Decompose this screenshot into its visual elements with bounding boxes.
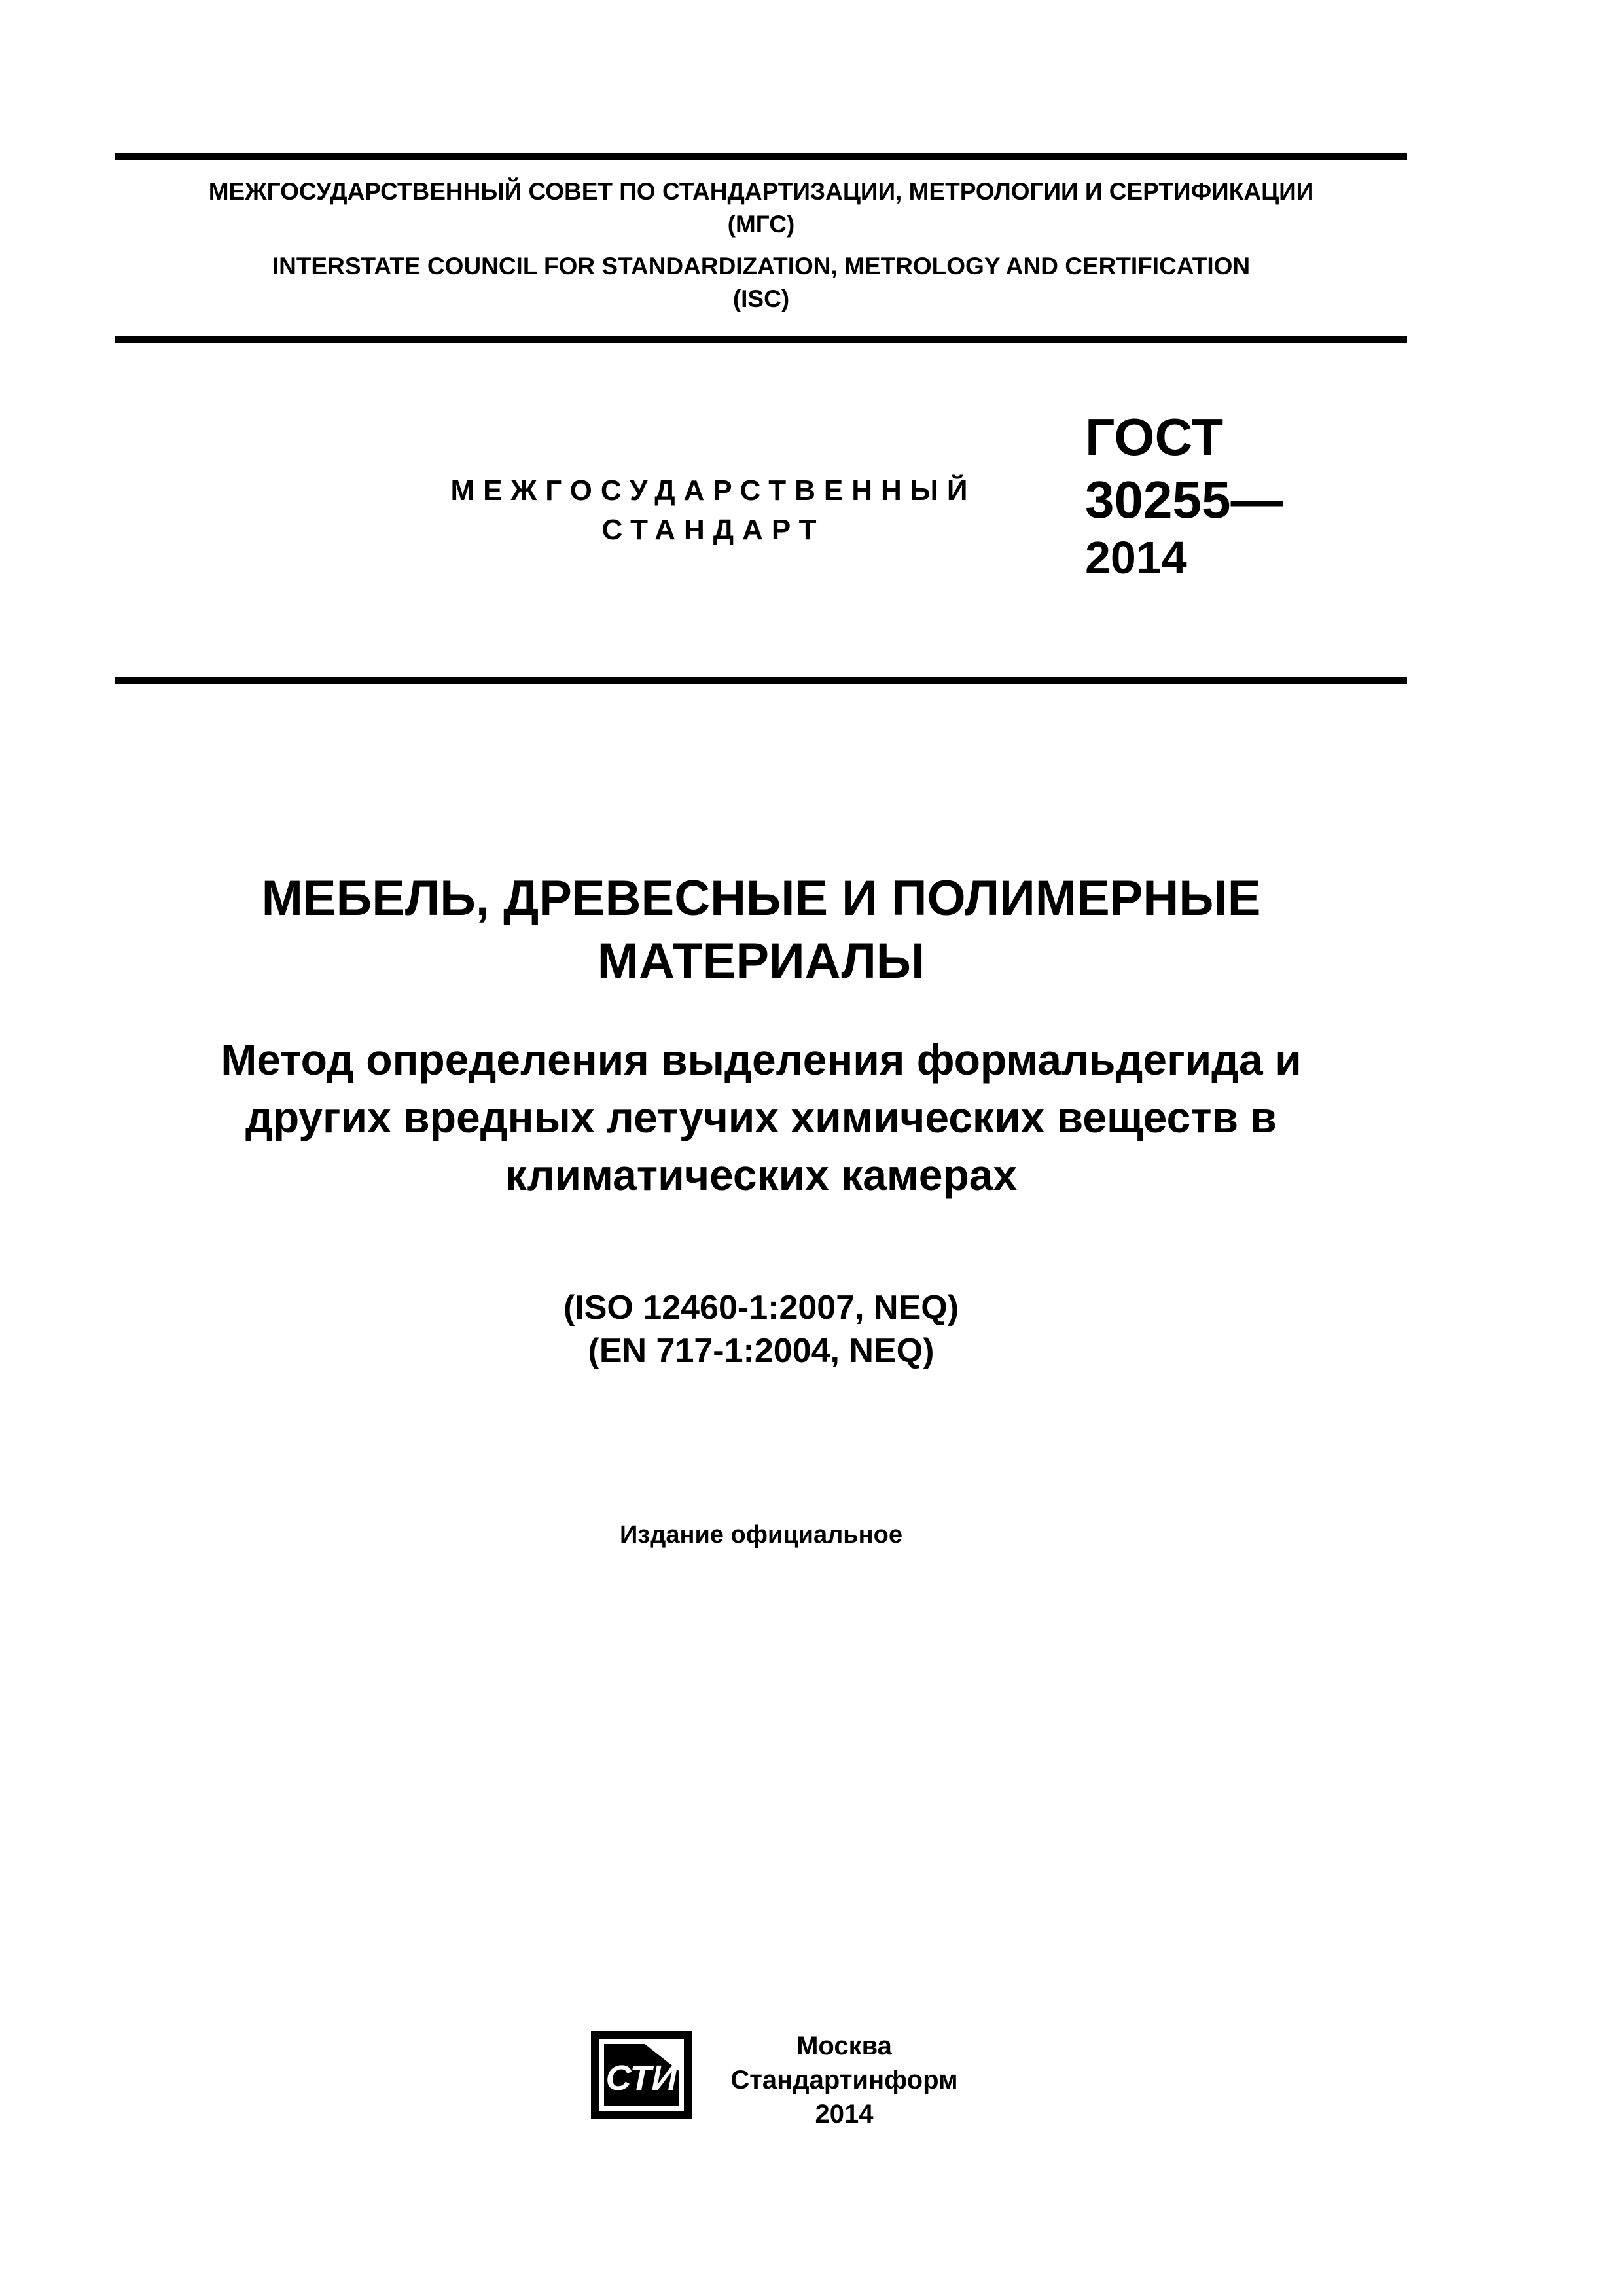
designation-bottom-rule	[115, 677, 1407, 684]
header-bottom-rule	[115, 336, 1407, 343]
publisher-year: 2014	[815, 2100, 874, 2128]
council-en-abbr: (ISC)	[732, 285, 790, 312]
standard-kind	[432, 471, 995, 550]
subtitle-line2: других вредных летучих химических веществ в	[245, 1093, 1277, 1141]
title-line2: МАТЕРИАЛЫ	[597, 933, 925, 989]
international-references	[115, 1286, 1407, 1372]
council-ru-name: МЕЖГОСУДАРСТВЕННЫЙ СОВЕТ ПО СТАНДАРТИЗАЦИИ, МЕТРОЛОГИИ И СЕРТИФИКАЦИИ	[208, 178, 1314, 205]
publisher-imprint	[720, 2029, 969, 2131]
gost-number: 30255—	[1085, 471, 1283, 529]
document-title	[115, 867, 1407, 993]
logo-text: СТИ	[605, 2058, 677, 2098]
reference-en: (EN 717-1:2004, NEQ)	[588, 1332, 935, 1370]
gost-label: ГОСТ	[1085, 408, 1224, 466]
gost-year: 2014	[1085, 532, 1187, 583]
publisher-city: Москва	[796, 2032, 892, 2060]
standard-kind-line2: СТАНДАРТ	[601, 514, 825, 546]
subtitle-line3: климатических камерах	[505, 1151, 1018, 1199]
reference-iso: (ISO 12460-1:2007, NEQ)	[563, 1289, 959, 1327]
standartinform-logo-icon	[586, 2026, 697, 2124]
council-ru-abbr: (МГС)	[727, 211, 795, 238]
publisher-name: Стандартинформ	[730, 2066, 958, 2094]
title-line1: МЕБЕЛЬ, ДРЕВЕСНЫЕ И ПОЛИМЕРНЫЕ	[261, 870, 1261, 926]
council-header	[115, 175, 1407, 315]
council-en-name: INTERSTATE COUNCIL FOR STANDARDIZATION, METROLOGY AND CERTIFICATION	[272, 253, 1251, 279]
document-subtitle	[115, 1031, 1407, 1204]
gost-designation	[1085, 406, 1283, 584]
subtitle-line1: Метод определения выделения формальдегида и	[221, 1035, 1302, 1084]
top-rule	[115, 153, 1407, 160]
edition-note: Издание официальное	[620, 1521, 902, 1549]
standard-kind-line1: МЕЖГОСУДАРСТВЕННЫЙ	[450, 475, 976, 507]
